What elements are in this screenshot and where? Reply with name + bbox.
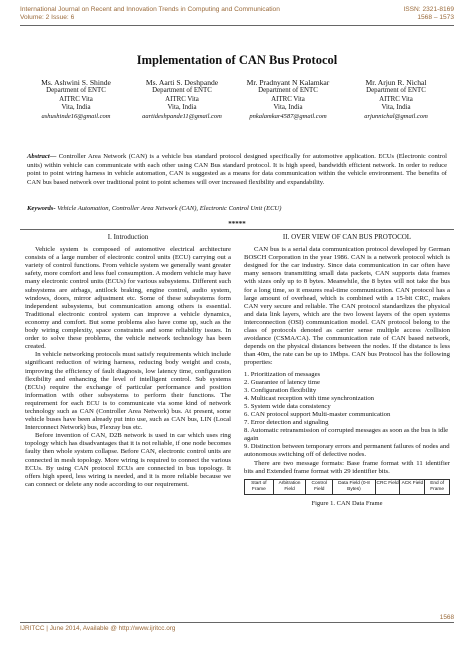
author-inst: AITRC Vita <box>59 95 93 103</box>
properties-list <box>244 371 450 460</box>
frame-field: Arbitration Field <box>273 480 306 494</box>
author-name: Ms. Aarti S. Deshpande <box>145 78 219 87</box>
list-item: 5. System wide data consistency <box>244 402 331 410</box>
author-email: arjunnichal@gmail.com <box>364 112 428 120</box>
paper-title: Implementation of CAN Bus Protocol <box>136 53 338 67</box>
author-city: Vita, India <box>167 104 197 112</box>
page-number: 1568 <box>439 614 454 621</box>
abstract-text: Controller Area Network (CAN) is a vehicle bus standard protocol designed specifically for automotive application. ECUs (Electronic control units) within vehicle can communicate with each other using CAN Bus standard protocol. It is high speed, bandwidth efficient network. In order to reduce point to point wiring harness in vehicle automation, CAN is suggested as a means for data communication within the vehicle environment. The benefits of CAN bus based network over traditional point to point schemes will over increased flexibility and expandability. <box>27 153 447 186</box>
author-dept: Department of ENTC <box>46 87 106 95</box>
author-email: aartideshpande11@gmail.com <box>142 112 222 120</box>
author-city: Vita, India <box>381 104 411 112</box>
keywords-lead: Keywords- <box>27 205 56 212</box>
author-4 <box>342 79 450 121</box>
author-inst: AITRC Vita <box>271 95 305 103</box>
paragraph: Before invention of CAN, D2B network is used in car which uses ring topology which has disadvantages that it is not reliable, if one node becomes faulty then whole system collapse. Before CAN, electronic control units are connected in mesh topology. More wiring is required to connect the various ECUs. By using CAN protocol ECUs are connected in bus topology. It offers high speed, less wiring is needed, and it is more reliable because we can connect or delete any node according to our requirement. <box>25 432 231 488</box>
author-1 <box>22 79 130 121</box>
list-item: 6. CAN protocol support Multi-master communication <box>244 410 391 418</box>
keywords-text: Vehicle Automation, Controller Area Network (CAN), Electronic Control Unit (ECU) <box>55 205 282 212</box>
author-email: ashushinde16@gmail.com <box>41 112 111 120</box>
abstract <box>27 153 447 187</box>
volume-issue: Volume: 2 Issue: 6 <box>20 14 75 21</box>
section-heading-introduction: I. Introduction <box>107 233 149 241</box>
paragraph: There are two message formats: Base frame format with 11 identifier bits and Extended frame format with 29 identifier bits. <box>244 459 450 475</box>
section-heading-overview: II. OVER VIEW OF CAN BUS PROTOCOL <box>282 233 412 241</box>
paragraph: In vehicle networking protocols must satisfy requirements which include significant reduction of wiring harness, reducing body weight and costs, improving the efficiency of fault diagnosis, low latency time, configuration flexibility and enhancing the level of intelligent control. Sub systems (ECUs) require the exchange of particular performance and position information with other subsystems to perform their functions. The requirement for each ECU is to communicate via some kind of network technology such as CAN (Controller Area Network) bus. At present, some vehicle buses have been already put into use, such as CAN bus, LIN (Local Interconnect Network) bus, Flexray bus etc. <box>25 351 231 432</box>
frame-field: End of Frame <box>424 480 449 494</box>
frame-field: Data Field (0-8 Bytes) <box>332 480 375 494</box>
journal-name: International Journal on Recent and Innovation Trends in Computing and Communication <box>20 6 280 13</box>
author-2 <box>128 79 236 121</box>
frame-field: Control Field <box>305 480 332 494</box>
author-city: Vita, India <box>61 104 91 112</box>
author-inst: AITRC Vita <box>165 95 199 103</box>
list-item: 2. Guarantee of latency time <box>244 378 320 386</box>
abstract-lead: Abstract— <box>27 153 57 160</box>
section-separator: ***** <box>228 220 246 228</box>
list-item: 3. Configuration flexibility <box>244 386 317 394</box>
author-dept: Department of ENTC <box>258 87 318 95</box>
list-item: 8. Automatic retransmission of corrupted messages as soon as the bus is idle again <box>244 427 449 443</box>
can-data-frame-figure <box>244 479 450 495</box>
list-item: 4. Multicast reception with time synchronization <box>244 394 375 402</box>
page-range: 1568 – 1573 <box>417 14 454 21</box>
author-email: pnkalamkar4587@gmail.com <box>249 112 327 120</box>
keywords <box>27 205 447 214</box>
author-inst: AITRC Vita <box>379 95 413 103</box>
author-dept: Department of ENTC <box>152 87 212 95</box>
list-item: 7. Error detection and signaling <box>244 419 329 427</box>
right-column <box>244 233 450 508</box>
author-dept: Department of ENTC <box>366 87 426 95</box>
separator-rule <box>20 229 454 230</box>
author-city: Vita, India <box>273 104 303 112</box>
frame-field: CRC Field <box>375 480 400 494</box>
footer-rule <box>20 622 454 623</box>
frame-field: Start of Frame <box>251 480 267 492</box>
left-column <box>25 233 231 489</box>
header-rule <box>20 25 454 26</box>
author-name: Ms. Ashwini S. Shinde <box>41 78 111 87</box>
paragraph: Vehicle system is composed of automotive electrical architecture consists of a large number of electronic control units (ECU) carrying out a variety of control functions. From vehicle system we generally want greater safety, more comfort and less fuel consumption. A modern vehicle may have many electronic control units (ECUs) for various subsystems. Different such subsystems are airbags, antilock braking, engine control, audio system, windows, doors, mirror adjustment etc. Some of these subsystems form independent subsystems, but communication among others is essential. Traditional electronic control system can improve a vehicle dynamics, economy and comfort. But some problems also have come up, such as the body wiring complexity, space constraints and some reliability issues. In order to solve these problems, the vehicle network technology has been created. <box>25 246 231 351</box>
author-name: Mr. Pradnyant N Kalamkar <box>246 78 330 87</box>
figure-caption: Figure 1. CAN Data Frame <box>311 499 383 507</box>
list-item: 9. Distinction between temporary errors and permanent failures of nodes and autonomous switching off of defective nodes. <box>244 443 450 459</box>
author-name: Mr. Arjun R. Nichal <box>365 78 427 87</box>
list-item: 1. Prioritization of messages <box>244 370 321 378</box>
frame-field: ACK Field <box>399 480 424 494</box>
footer-citation[interactable]: IJRITCC | June 2014, Available @ http://www.ijritcc.org <box>20 625 176 632</box>
author-3 <box>234 79 342 121</box>
issn: ISSN: 2321-8169 <box>403 6 454 13</box>
paragraph: CAN bus is a serial data communication protocol developed by German BOSCH Corporation in the year 1986. CAN is a network protocol which is designed for the car industry. Since data communication in car often have many sensors transmitting small data packets, CAN supports data frames with sizes only up to 8 bytes. Meanwhile, the 8 bytes will not take the bus for a long time, so it ensures real-time communication. CAN protocol has a large amount of overhead, which is combined with a 15-bit CRC, makes CAN very secure and reliable. The CAN protocol standardizes the physical and data link layers, which are the two lowest layers of the open systems interconnection (OSI) communication model. CAN protocol belong to the class of protocols denoted as carrier sense multiple access /collision avoidance (CSMA/CA). The communication rate of CAN based network, depends on the physical distances between the nodes. If the distance is less than 40m, the rate can be up to 1Mbps. CAN bus Protocol has the following properties: <box>244 246 450 367</box>
